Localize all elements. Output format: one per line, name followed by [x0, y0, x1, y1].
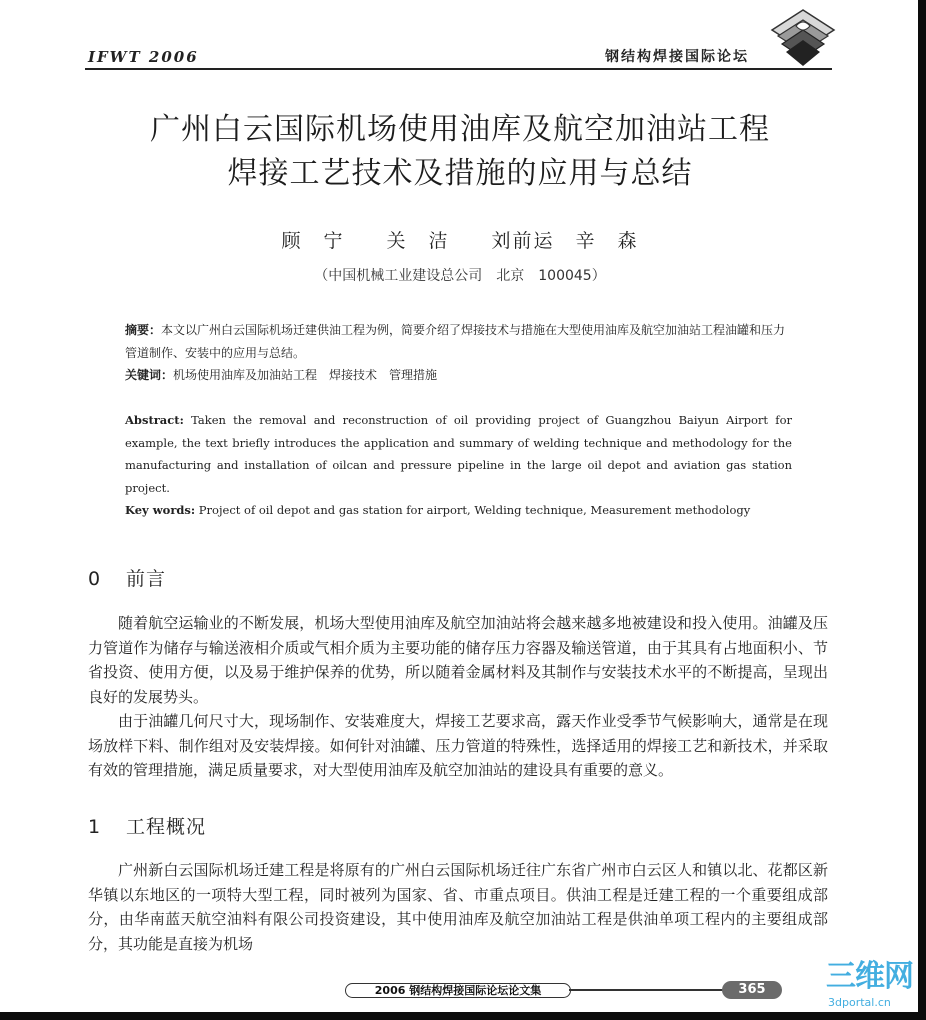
keywords-en — [125, 499, 792, 522]
page-edge-shadow — [918, 0, 926, 1020]
forum-logo-icon — [768, 8, 838, 70]
keywords-en-text: Project of oil depot and gas station for airport, Welding technique, Measurement methodology — [198, 503, 751, 517]
keywords-en-label: Key words: — [125, 503, 196, 517]
running-header-right: 钢结构焊接国际论坛 — [605, 49, 749, 65]
section-number: 0 — [88, 568, 102, 590]
running-header-left: IFWT 2006 — [88, 48, 199, 66]
title-line-1: 广州白云国际机场使用油库及航空加油站工程 — [150, 112, 770, 147]
section-number: 1 — [88, 816, 102, 838]
keywords-cn — [125, 365, 792, 385]
section-heading-0 — [88, 564, 166, 591]
body-paragraph: 随着航空运输业的不断发展，机场大型使用油库及航空加油站将会越来越多地被建设和投入使用。油罐及压力管道作为储存与输送液相介质或气相介质为主要功能的储存压力容器及输送管道，由于其具有占地面积小、节省投资、使用方便，以及易于维护保养的优势，所以随着金属材料及其制作与安装技术水平的不断提高，呈现出良好的发展势头。 — [88, 614, 828, 706]
footer-rule — [569, 989, 729, 991]
watermark-logo: 三维网 — [826, 959, 913, 994]
proceedings-footer: 2006 钢结构焊接国际论坛论文集 — [345, 983, 571, 998]
page-bottom-shadow — [0, 1012, 926, 1020]
section-heading-1 — [88, 812, 206, 839]
section-title: 前言 — [126, 568, 167, 590]
paper-title — [60, 108, 860, 196]
keywords-cn-text: 机场使用油库及加油站工程 焊接技术 管理措施 — [173, 368, 438, 382]
affiliation: （中国机械工业建设总公司 北京 100045） — [314, 268, 606, 284]
body-paragraph: 由于油罐几何尺寸大，现场制作、安装难度大，焊接工艺要求高，露天作业受季节气候影响大，通常是在现场放样下料、制作组对及安装焊接。如何针对油罐、压力管道的特殊性，选择适用的焊接工艺和新技术，并采取有效的管理措施，满足质量要求，对大型使用油库及航空加油站的建设具有重要的意义。 — [88, 712, 828, 779]
authors: 顾 宁 关 洁 刘前运 辛 森 — [281, 230, 639, 252]
section-title: 工程概况 — [126, 816, 207, 838]
abstract-en-label: Abstract: — [125, 413, 184, 427]
abstract-en-text: Taken the removal and reconstruction of oil providing project of Guangzhou Baiyun Airport for example, the text briefly introduces the application and summary of welding technique and methodology for the manufacturing and installation of oilcan and pressure pipeline in the large oil depot and aviation gas station project. — [125, 413, 792, 495]
keywords-cn-label: 关键词： — [125, 368, 174, 382]
watermark-url: 3dportal.cn — [828, 996, 891, 1009]
abstract-en — [125, 409, 792, 499]
body-paragraph: 广州新白云国际机场迁建工程是将原有的广州白云国际机场迁往广东省广州市白云区人和镇以北、花都区新华镇以东地区的一项特大型工程，同时被列为国家、省、市重点项目。供油工程是迁建工程的一个重要组成部分，由华南蓝天航空油料有限公司投资建设，其中使用油库及航空加油站工程是供油单项工程内的主要组成部分，其功能是直接为机场 — [88, 861, 828, 953]
abstract-cn-label: 摘要： — [125, 323, 162, 337]
abstract-cn-text: 本文以广州白云国际机场迁建供油工程为例，简要介绍了焊接技术与措施在大型使用油库及航空加油站工程油罐和压力管道制作、安装中的应用与总结。 — [125, 323, 786, 360]
abstract-cn — [125, 319, 792, 365]
header-rule — [85, 68, 832, 70]
page-number: 365 — [722, 981, 782, 999]
title-line-2: 焊接工艺技术及措施的应用与总结 — [227, 156, 693, 191]
